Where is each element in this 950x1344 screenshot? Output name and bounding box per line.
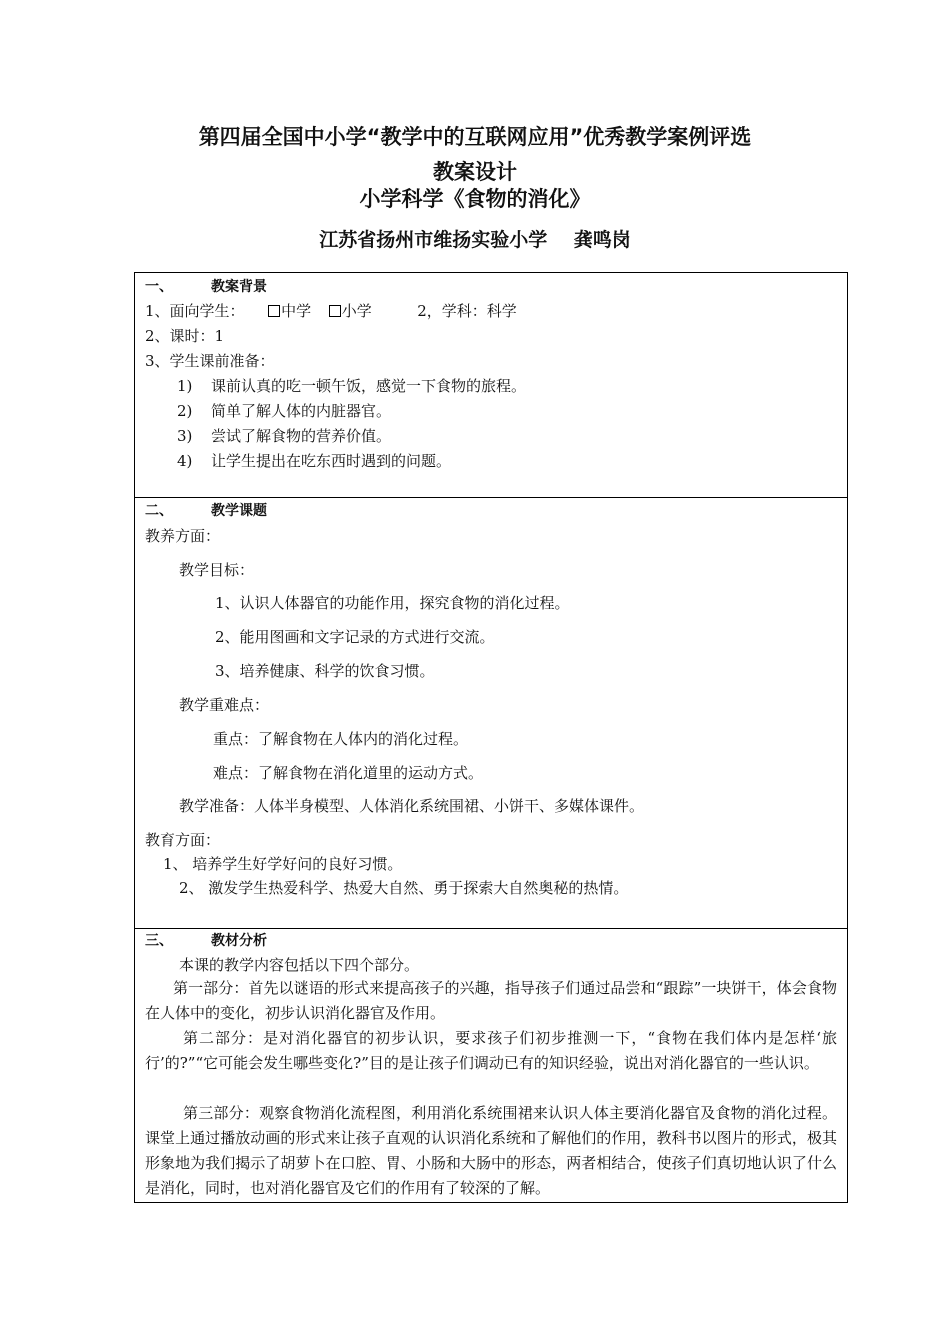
education-label: 教育方面： [145,831,221,849]
list-item: 1) 课前认真的吃一顿午饭，感觉一下食物的旅程。 [177,377,527,395]
section-heading: 一、 教案背景 [145,279,267,295]
section-heading: 三、 教材分析 [145,933,267,949]
doc-type-title: 教案设计 [433,160,517,184]
list-item: 2、 激发学生热爱科学、热爱大自然、勇于探索大自然奥秘的热情。 [179,879,629,897]
section-heading: 二、 教学课题 [145,503,267,519]
list-item: 3) 尝试了解食物的营养价值。 [177,427,392,445]
list-item: 2) 简单了解人体的内脏器官。 [177,402,392,420]
checkbox-icon[interactable] [329,305,341,317]
list-item: 2、能用图画和文字记录的方式进行交流。 [215,628,495,646]
goals-label: 教学目标： [179,561,255,579]
target-students: 1、面向学生： 中学 小学 2，学科：科学 [145,302,517,320]
list-item: 4) 让学生提出在吃东西时遇到的问题。 [177,452,452,470]
contest-title: 第四届全国中小学“教学中的互联网应用”优秀教学案例评选 [198,125,752,149]
hard-point: 难点：了解食物在消化道里的运动方式。 [213,764,484,782]
list-item: 1、 培养学生好学好问的良好习惯。 [163,855,403,873]
checkbox-icon[interactable] [268,305,280,317]
key-points-label: 教学重难点： [179,696,270,714]
section-background [135,273,847,498]
section-materials [135,929,847,1202]
prep-label: 3、学生课前准备： [145,352,275,370]
nurture-label: 教养方面： [145,527,221,545]
paragraph-part1: 第一部分：首先以谜语的形式来提高孩子的兴趣，指导孩子们通过品尝和“跟踪”一块饼干，体会食物在人体中的变化，初步认识消化器官及作用。 [145,979,837,1022]
key-point: 重点：了解食物在人体内的消化过程。 [213,730,469,748]
lesson-title: 小学科学《食物的消化》 [359,187,591,211]
teaching-prep: 教学准备：人体半身模型、人体消化系统围裙、小饼干、多媒体课件。 [179,797,645,815]
author-line: 江苏省扬州市维扬实验小学 龚鸣岗 [319,229,631,251]
list-item: 3、培养健康、科学的饮食习惯。 [215,662,435,680]
paragraph-part3: 第三部分：观察食物消化流程图，利用消化系统围裙来认识人体主要消化器官及食物的消化过程。课堂上通过播放动画的形式来让孩子直观的认识消化系统和了解他们的作用，教科书以图片的形式，极其形象地为我们揭示了胡萝卜在口腔、胃、小肠和大肠中的形态，两者相结合，使孩子们真切地认识了什么是消化，同时，也对消化器官及它们的作用有了较深的了解。 [145,1104,837,1197]
list-item: 1、认识人体器官的功能作用，探究食物的消化过程。 [215,594,570,612]
paragraph-part2: 第二部分：是对消化器官的初步认识，要求孩子们初步推测一下，“食物在我们体内是怎样‘旅行’的?”“它可能会发生哪些变化?”目的是让孩子们调动已有的知识经验，说出对消化器官的一些认识。 [145,1029,837,1072]
lesson-plan-table [134,272,848,1203]
class-hours: 2、课时：1 [145,327,225,345]
section-topic [135,498,847,929]
intro-text: 本课的教学内容包括以下四个部分。 [179,956,420,974]
